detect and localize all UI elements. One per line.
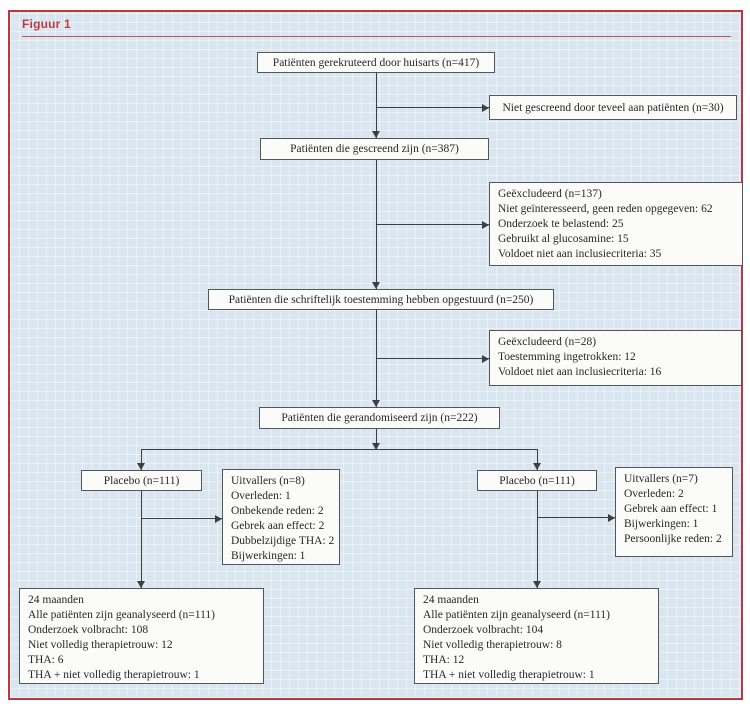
box-line: Gebrek aan effect: 1 xyxy=(624,503,718,515)
box-line: Overleden: 1 xyxy=(231,490,291,502)
box-outcome-left xyxy=(19,588,264,684)
arrowhead-down-icon xyxy=(137,581,145,588)
box-consented: Patiënten die schriftelijk toestemming hebben opgestuurd (n=250) xyxy=(208,289,554,310)
box-line: THA: 6 xyxy=(28,654,64,666)
box-line: Niet geïnteresseerd, geen reden opgegeven: 62 xyxy=(498,203,713,215)
box-outcome-right xyxy=(414,588,659,684)
box-line: Onderzoek te belastend: 25 xyxy=(498,218,624,230)
connector-recruited-screened xyxy=(376,73,377,138)
box-line: Bijwerkingen: 1 xyxy=(231,550,306,562)
connector-to-excluded-1 xyxy=(376,224,489,225)
box-line: Gebruikt al glucosamine: 15 xyxy=(498,233,629,245)
figure-title: Figuur 1 xyxy=(22,17,71,31)
box-line: Persoonlijke reden: 2 xyxy=(624,533,722,545)
box-line: 24 maanden xyxy=(28,594,84,606)
box-line: Onbekende reden: 2 xyxy=(231,505,324,517)
box-line: Bijwerkingen: 1 xyxy=(624,518,699,530)
arrowhead-right-icon xyxy=(482,104,489,112)
box-not-screened: Niet gescreend door teveel aan patiënten (n=30) xyxy=(489,95,737,120)
connector-to-excluded-2 xyxy=(376,358,489,359)
box-dropouts-left xyxy=(222,469,340,565)
arrowhead-right-icon xyxy=(215,515,222,523)
arrowhead-right-icon xyxy=(482,221,489,229)
box-line: Geëxcludeerd (n=28) xyxy=(498,336,597,348)
arrowhead-down-icon xyxy=(533,463,541,470)
connector-to-right-dropouts xyxy=(537,517,615,518)
figure-panel xyxy=(8,10,743,700)
arrowhead-down-icon xyxy=(372,131,380,138)
box-line: Dubbelzijdige THA: 2 xyxy=(231,535,335,547)
figure-title-rule xyxy=(22,36,731,37)
box-dropouts-right xyxy=(615,467,733,557)
box-randomized: Patiënten die gerandomiseerd zijn (n=222) xyxy=(259,407,500,429)
box-line: Uitvallers (n=7) xyxy=(624,473,698,485)
box-line: Niet volledig therapietrouw: 8 xyxy=(423,639,562,651)
box-screened: Patiënten die gescreend zijn (n=387) xyxy=(260,138,489,160)
box-line: Gebrek aan effect: 2 xyxy=(231,520,325,532)
box-line: 24 maanden xyxy=(423,594,479,606)
box-line: Uitvallers (n=8) xyxy=(231,475,305,487)
connector-left-group-outcome xyxy=(141,491,142,588)
box-line: Alle patiënten zijn geanalyseerd (n=111) xyxy=(423,609,611,621)
arrowhead-down-icon xyxy=(137,463,145,470)
connector-right-group-outcome xyxy=(537,491,538,588)
box-line: Toestemming ingetrokken: 12 xyxy=(498,351,636,363)
box-line: THA + niet volledig therapietrouw: 1 xyxy=(28,669,200,681)
box-line: Voldoet niet aan inclusiecriteria: 16 xyxy=(498,366,662,378)
box-line: Overleden: 2 xyxy=(624,488,684,500)
box-recruited: Patiënten gerekruteerd door huisarts (n=417) xyxy=(257,52,495,73)
connector-to-not-screened xyxy=(376,107,489,108)
arrowhead-right-icon xyxy=(608,514,615,522)
split-bar xyxy=(141,449,538,450)
box-line: Onderzoek volbracht: 104 xyxy=(423,624,544,636)
box-line: Onderzoek volbracht: 108 xyxy=(28,624,149,636)
box-excluded-2 xyxy=(489,330,742,386)
box-line: Geëxcludeerd (n=137) xyxy=(498,188,602,200)
arrowhead-down-icon xyxy=(533,581,541,588)
arrowhead-down-icon xyxy=(372,282,380,289)
arrowhead-right-icon xyxy=(482,355,489,363)
box-line: Niet volledig therapietrouw: 12 xyxy=(28,639,173,651)
box-line: Alle patiënten zijn geanalyseerd (n=111) xyxy=(28,609,216,621)
box-line: THA: 12 xyxy=(423,654,465,666)
box-line: Voldoet niet aan inclusiecriteria: 35 xyxy=(498,248,662,260)
box-line: THA + niet volledig therapietrouw: 1 xyxy=(423,669,595,681)
connector-to-left-dropouts xyxy=(141,518,222,519)
box-group-right: Placebo (n=111) xyxy=(477,470,597,491)
arrowhead-down-icon xyxy=(372,400,380,407)
box-excluded-1 xyxy=(489,182,743,266)
box-group-left: Placebo (n=111) xyxy=(81,470,202,491)
